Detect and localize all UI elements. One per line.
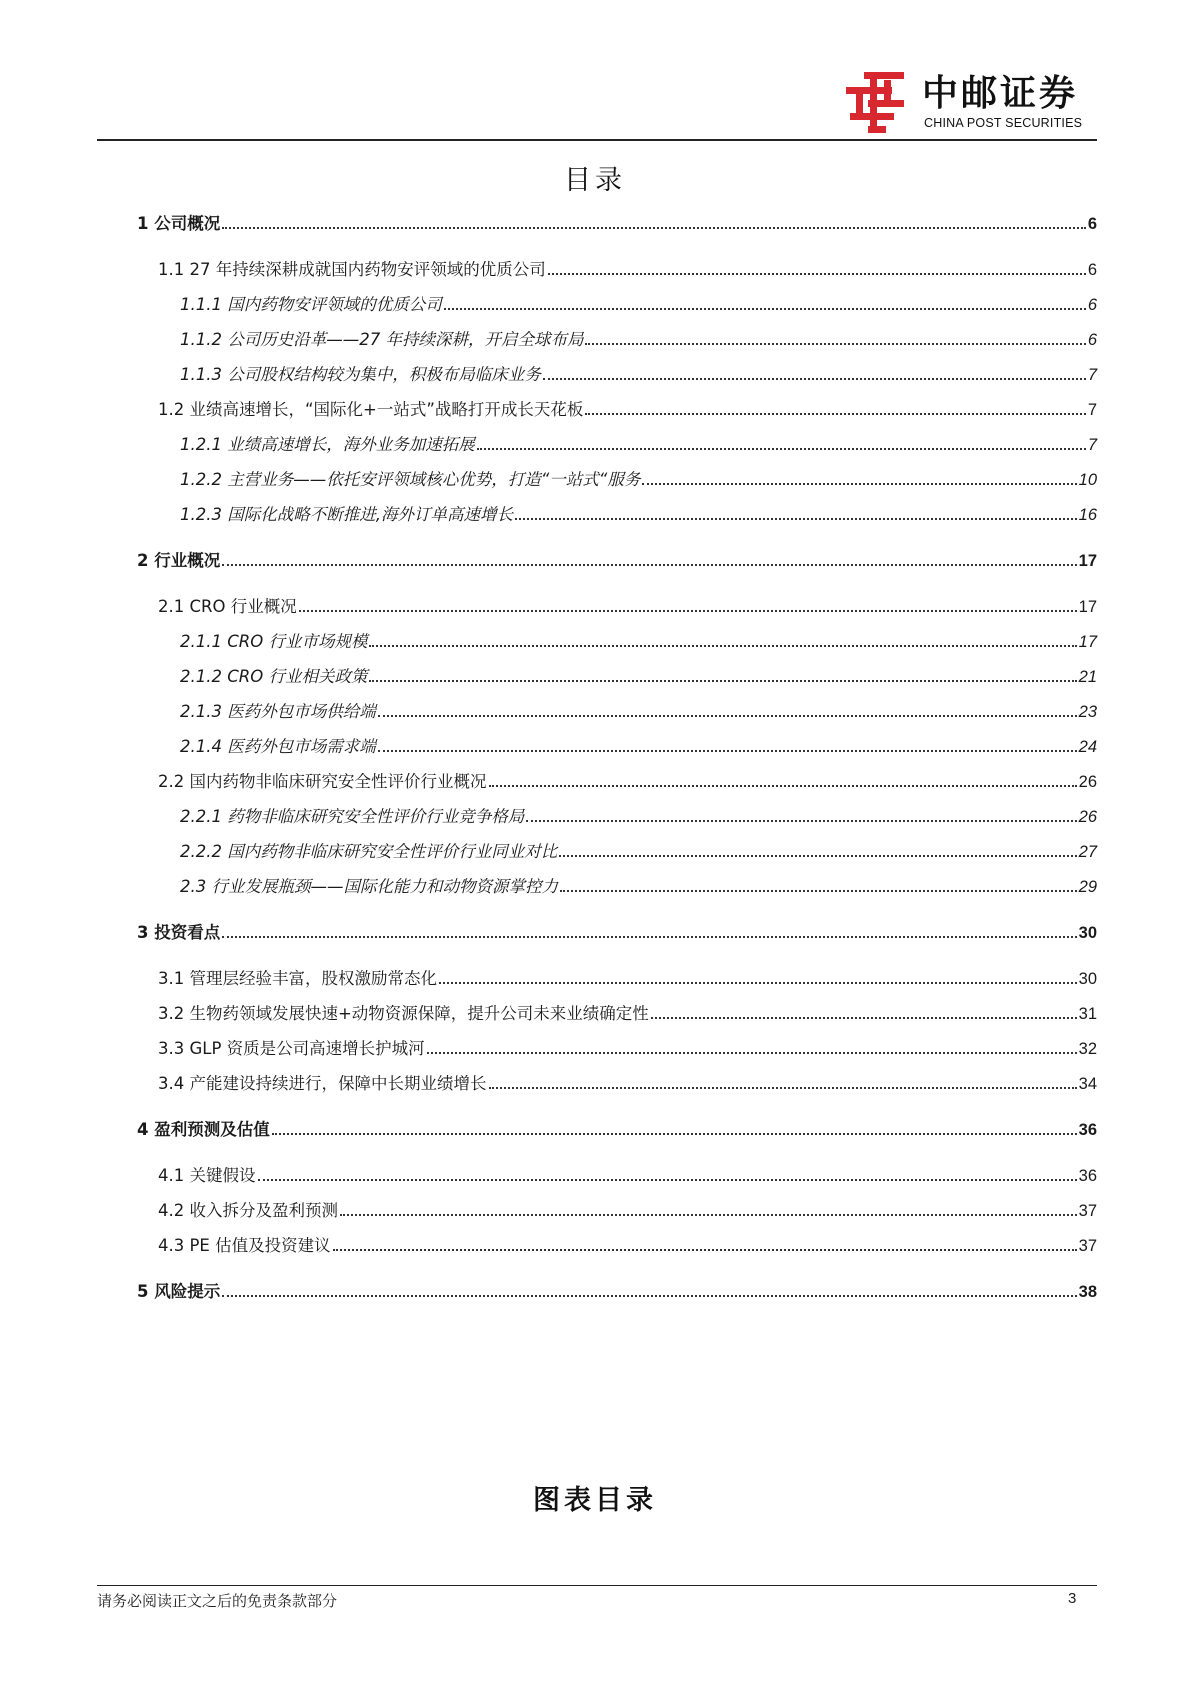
toc-dot-leader — [489, 785, 1077, 787]
toc-entry-label: 1.2.1 业绩高速增长，海外业务加速拓展 — [180, 435, 475, 454]
toc-entry-label: 2.2.1 药物非临床研究安全性评价行业竞争格局 — [180, 807, 525, 826]
toc-entry[interactable] — [158, 397, 1097, 423]
toc-dot-leader — [477, 448, 1086, 450]
toc-entry[interactable] — [137, 1117, 1097, 1143]
toc-entry[interactable] — [158, 257, 1097, 283]
toc-entry-label: 1.1.2 公司历史沿革——27 年持续深耕，开启全球布局 — [180, 330, 584, 349]
toc-entry-label: 4.1 关键假设 — [158, 1166, 256, 1185]
toc-entry-page: 27 — [1078, 843, 1097, 861]
toc-dot-leader — [222, 227, 1086, 229]
toc-entry-label: 2.1.1 CRO 行业市场规模 — [180, 632, 368, 651]
toc-entry[interactable] — [180, 804, 1097, 830]
toc-entry[interactable] — [180, 292, 1097, 318]
toc-dot-leader — [585, 413, 1085, 415]
toc-entry-label: 2 行业概况 — [137, 551, 221, 570]
toc-dot-leader — [340, 1214, 1077, 1216]
toc-entry-page: 6 — [1087, 215, 1097, 233]
toc-entry-page: 16 — [1078, 506, 1097, 524]
toc-entry-label: 3 投资看点 — [137, 923, 221, 942]
toc-entry-page: 32 — [1078, 1040, 1097, 1058]
toc-entry-page: 21 — [1078, 668, 1097, 686]
toc-entry-page: 26 — [1078, 773, 1097, 791]
toc-dot-leader — [439, 982, 1077, 984]
toc-entry-label: 2.2.2 国内药物非临床研究安全性评价行业同业对比 — [180, 842, 558, 861]
page-header — [0, 0, 1190, 140]
toc-entry-label: 1.2.2 主营业务——依托安评领域核心优势，打造“一站式“服务 — [180, 470, 641, 489]
toc-entry-page: 37 — [1078, 1237, 1097, 1255]
toc-entry-label: 4.3 PE 估值及投资建议 — [158, 1236, 331, 1255]
toc-entry[interactable] — [180, 839, 1097, 865]
footer-disclaimer: 请务必阅读正文之后的免责条款部分 — [97, 1592, 338, 1610]
toc-dot-leader — [585, 343, 1085, 345]
toc-entry[interactable] — [158, 966, 1097, 992]
toc-entry-label: 5 风险提示 — [137, 1282, 221, 1301]
toc-entry-label: 1.2.3 国际化战略不断推进,海外订单高速增长 — [180, 505, 513, 524]
toc-entry-page: 30 — [1078, 970, 1097, 988]
toc-entry-page: 26 — [1078, 808, 1097, 826]
toc-dot-leader — [559, 855, 1076, 857]
toc-entry[interactable] — [180, 874, 1097, 900]
toc-entry-label: 1.1 27 年持续深耕成就国内药物安评领域的优质公司 — [158, 260, 546, 279]
toc-entry[interactable] — [137, 548, 1097, 574]
toc-dot-leader — [427, 1052, 1077, 1054]
toc-entry-page: 7 — [1087, 401, 1097, 419]
toc-entry[interactable] — [158, 1001, 1097, 1027]
toc-dot-leader — [378, 715, 1077, 717]
toc-entry[interactable] — [180, 327, 1097, 353]
toc-dot-leader — [543, 378, 1086, 380]
toc-dot-leader — [560, 890, 1077, 892]
china-post-logo-icon — [842, 70, 912, 134]
toc-entry[interactable] — [180, 467, 1097, 493]
toc-dot-leader — [299, 610, 1077, 612]
toc-entry[interactable] — [180, 699, 1097, 725]
toc-dot-leader — [222, 936, 1076, 938]
footer-divider — [97, 1585, 1097, 1586]
toc-entry-page: 23 — [1078, 703, 1097, 721]
toc-entry[interactable] — [180, 362, 1097, 388]
toc-entry-page: 7 — [1087, 436, 1097, 454]
toc-entry-page: 29 — [1078, 878, 1097, 896]
toc-entry-page: 17 — [1078, 633, 1097, 651]
toc-entry-page: 17 — [1078, 598, 1097, 616]
figures-toc-title: 图表目录 — [533, 1485, 657, 1516]
toc-dot-leader — [526, 820, 1076, 822]
toc-entry-page: 6 — [1087, 296, 1097, 314]
toc-entry[interactable] — [180, 629, 1097, 655]
toc-entry[interactable] — [137, 1279, 1097, 1305]
toc-entry-label: 3.2 生物药领域发展快速+动物资源保障，提升公司未来业绩确定性 — [158, 1004, 649, 1023]
toc-entry-page: 7 — [1087, 366, 1097, 384]
toc-entry[interactable] — [158, 769, 1097, 795]
toc-entry-label: 2.3 行业发展瓶颈——国际化能力和动物资源掌控力 — [180, 877, 558, 896]
toc-entry[interactable] — [137, 920, 1097, 946]
toc-dot-leader — [651, 1017, 1077, 1019]
header-divider — [97, 139, 1097, 141]
toc-entry[interactable] — [180, 664, 1097, 690]
toc-entry-label: 3.1 管理层经验丰富，股权激励常态化 — [158, 969, 437, 988]
toc-entry-label: 4 盈利预测及估值 — [137, 1120, 270, 1139]
toc-entry-page: 6 — [1087, 261, 1097, 279]
toc-entry-label: 4.2 收入拆分及盈利预测 — [158, 1201, 338, 1220]
toc-dot-leader — [369, 680, 1076, 682]
toc-dot-leader — [489, 1087, 1077, 1089]
toc-entry-page: 38 — [1078, 1283, 1097, 1301]
toc-entry-label: 2.1 CRO 行业概况 — [158, 597, 297, 616]
toc-title: 目录 — [564, 165, 626, 196]
toc-entry[interactable] — [180, 502, 1097, 528]
toc-entry-page: 30 — [1078, 924, 1097, 942]
logo-english-name: CHINA POST SECURITIES — [924, 116, 1083, 130]
toc-entry-label: 2.1.4 医药外包市场需求端 — [180, 737, 376, 756]
toc-entry-page: 36 — [1078, 1167, 1097, 1185]
toc-entry-page: 6 — [1087, 331, 1097, 349]
page-number: 3 — [1068, 1590, 1077, 1607]
toc-dot-leader — [548, 273, 1086, 275]
toc-dot-leader — [642, 483, 1076, 485]
toc-entry-page: 17 — [1078, 552, 1097, 570]
toc-dot-leader — [444, 308, 1086, 310]
toc-dot-leader — [222, 564, 1076, 566]
toc-entry-label: 1.1.3 公司股权结构较为集中，积极布局临床业务 — [180, 365, 541, 384]
toc-dot-leader — [378, 750, 1077, 752]
toc-dot-leader — [369, 645, 1076, 647]
toc-dot-leader — [258, 1179, 1077, 1181]
toc-entry[interactable] — [180, 432, 1097, 458]
toc-entry-page: 36 — [1078, 1121, 1097, 1139]
toc-entry[interactable] — [158, 1163, 1097, 1189]
toc-entry-label: 2.2 国内药物非临床研究安全性评价行业概况 — [158, 772, 487, 791]
toc-entry-page: 37 — [1078, 1202, 1097, 1220]
toc-dot-leader — [515, 518, 1077, 520]
toc-dot-leader — [272, 1133, 1077, 1135]
toc-entry-label: 2.1.3 医药外包市场供给端 — [180, 702, 376, 721]
toc-entry[interactable] — [158, 1071, 1097, 1097]
toc-entry-label: 3.4 产能建设持续进行，保障中长期业绩增长 — [158, 1074, 487, 1093]
toc-entry[interactable] — [158, 1233, 1097, 1259]
toc-entry-label: 1 公司概况 — [137, 214, 221, 233]
logo-chinese-name: 中邮证券 — [922, 73, 1079, 114]
toc-dot-leader — [333, 1249, 1077, 1251]
toc-entry-page: 24 — [1078, 738, 1097, 756]
toc-entry[interactable] — [158, 1198, 1097, 1224]
toc-entry[interactable] — [158, 1036, 1097, 1062]
toc-entry-label: 2.1.2 CRO 行业相关政策 — [180, 667, 368, 686]
toc-entry-page: 31 — [1078, 1005, 1097, 1023]
toc-entry[interactable] — [158, 594, 1097, 620]
toc-entry[interactable] — [180, 734, 1097, 760]
toc-entry-page: 10 — [1078, 471, 1097, 489]
toc-entry-label: 1.1.1 国内药物安评领域的优质公司 — [180, 295, 442, 314]
toc-entry[interactable] — [137, 211, 1097, 237]
toc-dot-leader — [222, 1295, 1076, 1297]
toc-entry-label: 1.2 业绩高速增长，“国际化+一站式”战略打开成长天花板 — [158, 400, 584, 419]
company-logo — [842, 70, 1112, 135]
toc-entry-page: 34 — [1078, 1075, 1097, 1093]
toc-entry-label: 3.3 GLP 资质是公司高速增长护城河 — [158, 1039, 425, 1058]
